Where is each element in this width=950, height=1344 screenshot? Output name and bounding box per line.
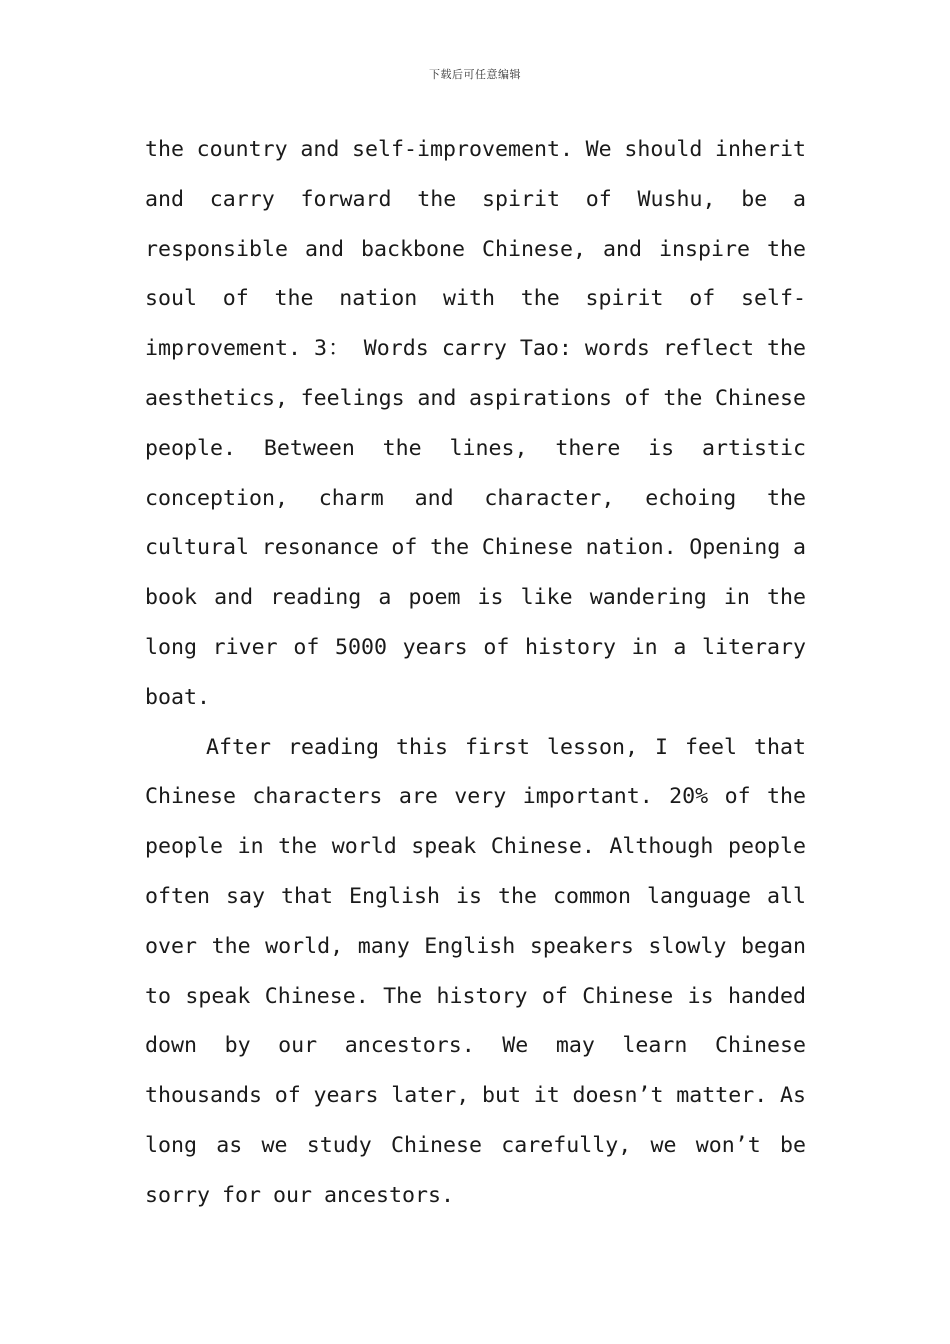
page-header-note: 下载后可任意编辑 bbox=[429, 68, 521, 81]
paragraph-continuation: the country and self-improvement. We should inherit and carry forward the spirit of Wushu, be a responsible and backbone Chinese, and inspire the soul of the nation with the spirit of self-improvement. 3： Words carry Tao: words reflect the aesthetics, feelings and aspirations of the Chinese people. Between the lines, there is artistic conception, charm and character, echoing the cultural resonance of the Chinese nation. Opening a book and reading a poem is like wandering in the long river of 5000 years of history in a literary boat. bbox=[145, 137, 806, 710]
paragraph-reflection: After reading this first lesson, I feel that Chinese characters are very important. 20% of the people in the world speak Chinese. Although people often say that English is the common language all over the world, many English speakers slowly began to speak Chinese. The history of Chinese is handed down by our ancestors. We may learn Chinese thousands of years later, but it doesn’t matter. As long as we study Chinese carefully, we won’t be sorry for our ancestors. bbox=[145, 734, 806, 1208]
document-body bbox=[145, 125, 806, 1221]
